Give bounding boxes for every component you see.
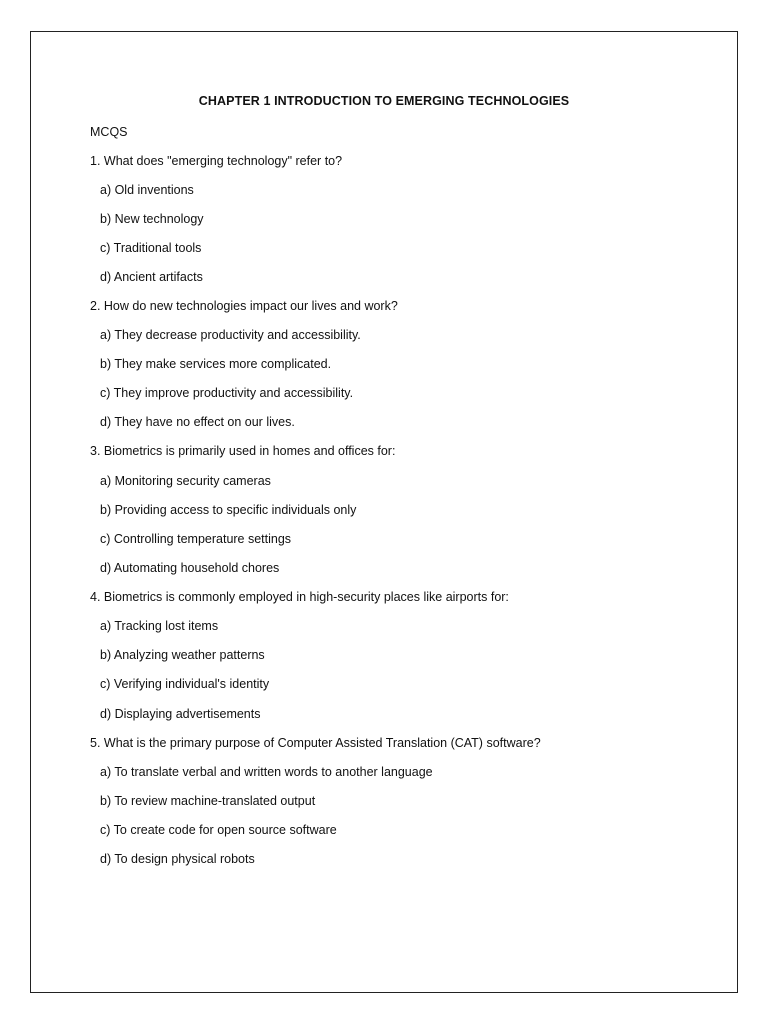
question-2: 2. How do new technologies impact our lives and work? xyxy=(90,299,398,313)
question-4-option-a: a) Tracking lost items xyxy=(100,619,219,633)
document-title: CHAPTER 1 INTRODUCTION TO EMERGING TECHNOLOGIES xyxy=(198,94,570,108)
question-4: 4. Biometrics is commonly employed in high-security places like airports for: xyxy=(90,590,509,604)
question-2-option-d: d) They have no effect on our lives. xyxy=(100,415,295,429)
question-1-option-d: d) Ancient artifacts xyxy=(100,270,203,284)
question-2-option-b: b) They make services more complicated. xyxy=(100,357,332,371)
question-3-option-b: b) Providing access to specific individuals only xyxy=(100,503,357,517)
question-2-option-a: a) They decrease productivity and accessibility. xyxy=(100,328,361,342)
question-1-option-c: c) Traditional tools xyxy=(100,241,202,255)
question-3-option-a: a) Monitoring security cameras xyxy=(100,474,271,488)
question-4-option-c: c) Verifying individual's identity xyxy=(100,677,270,691)
question-3: 3. Biometrics is primarily used in homes and offices for: xyxy=(90,444,396,458)
question-1-option-a: a) Old inventions xyxy=(100,183,194,197)
question-2-option-c: c) They improve productivity and accessibility. xyxy=(100,386,354,400)
question-5: 5. What is the primary purpose of Computer Assisted Translation (CAT) software? xyxy=(90,736,541,750)
question-5-option-b: b) To review machine-translated output xyxy=(100,794,316,808)
question-5-option-c: c) To create code for open source software xyxy=(100,823,337,837)
question-4-option-d: d) Displaying advertisements xyxy=(100,707,261,721)
question-1: 1. What does "emerging technology" refer to? xyxy=(90,154,343,168)
question-1-option-b: b) New technology xyxy=(100,212,204,226)
section-label: MCQS xyxy=(90,125,128,139)
question-5-option-a: a) To translate verbal and written words to another language xyxy=(100,765,433,779)
question-3-option-d: d) Automating household chores xyxy=(100,561,280,575)
question-5-option-d: d) To design physical robots xyxy=(100,852,255,866)
question-4-option-b: b) Analyzing weather patterns xyxy=(100,648,265,662)
question-3-option-c: c) Controlling temperature settings xyxy=(100,532,292,546)
